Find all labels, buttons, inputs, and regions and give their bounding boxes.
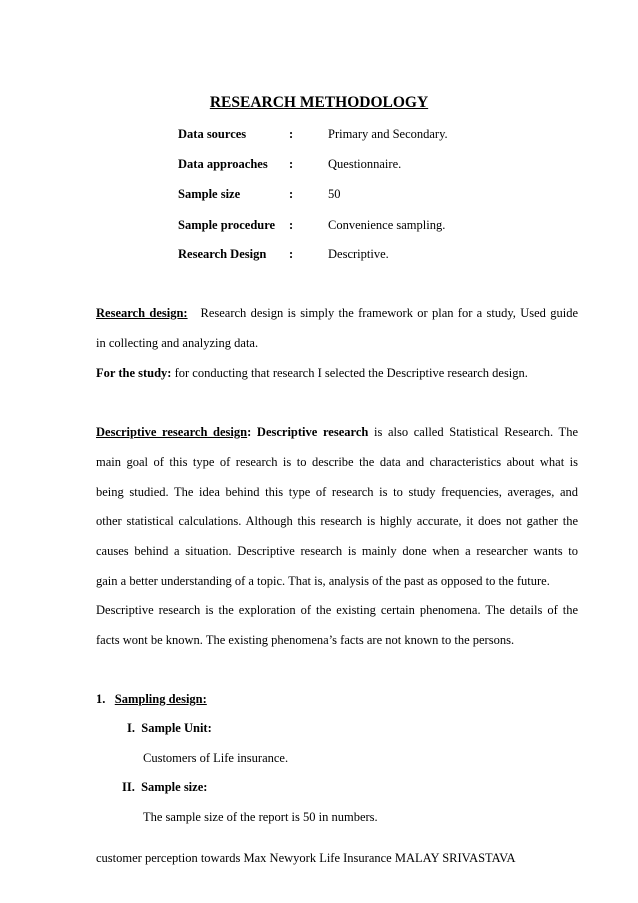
descriptive-colon: : xyxy=(247,425,252,439)
summary-value: Primary and Secondary. xyxy=(328,127,448,141)
research-design-paragraph-line xyxy=(96,306,578,321)
summary-colon: : xyxy=(289,187,294,201)
for-study-line xyxy=(96,366,578,381)
sample-size-text: The sample size of the report is 50 in numbers. xyxy=(143,810,378,824)
descriptive-paragraph-line: main goal of this type of research is to describe the data and characteristics about what is xyxy=(96,455,578,469)
descriptive-label: Descriptive research design xyxy=(96,425,248,439)
summary-value: Descriptive. xyxy=(328,247,389,261)
summary-colon: : xyxy=(289,247,294,261)
summary-key: Data approaches xyxy=(178,157,268,171)
for-study-text: for conducting that research I selected the Descriptive research design. xyxy=(174,366,528,380)
sample-unit-heading xyxy=(127,721,212,736)
summary-key: Sample size xyxy=(178,187,241,201)
sample-unit-text: Customers of Life insurance. xyxy=(143,751,289,765)
research-design-paragraph-line: in collecting and analyzing data. xyxy=(96,336,259,350)
sample-size-numeral: II. xyxy=(122,780,135,794)
sample-unit-numeral: I. xyxy=(127,721,135,735)
summary-colon: : xyxy=(289,218,294,232)
descriptive-paragraph-line: gain a better understanding of a topic. That is, analysis of the past as opposed to the future. xyxy=(96,574,550,588)
summary-value: Convenience sampling. xyxy=(328,218,446,232)
sample-size-label: Sample size: xyxy=(141,780,208,794)
summary-value: Questionnaire. xyxy=(328,157,402,171)
sampling-number: 1. xyxy=(96,692,106,706)
page-footer: customer perception towards Max Newyork Life Insurance MALAY SRIVASTAVA xyxy=(96,851,516,865)
summary-key: Sample procedure xyxy=(178,218,276,232)
descriptive-paragraph-line: Descriptive research is the exploration of the existing certain phenomena. The details of the xyxy=(96,603,578,617)
page-title: RESEARCH METHODOLOGY xyxy=(209,94,429,111)
sampling-heading-text: Sampling design: xyxy=(114,692,207,706)
sample-size-heading xyxy=(122,780,207,795)
for-study-label: For the study: xyxy=(96,366,172,380)
descriptive-paragraph-line: facts wont be known. The existing phenomena’s facts are not known to the persons. xyxy=(96,633,515,647)
descriptive-paragraph-line xyxy=(96,425,578,440)
research-design-text: Research design is simply the framework or plan for a study, Used guide xyxy=(200,306,579,320)
descriptive-paragraph-line: other statistical calculations. Although this research is highly accurate, it does not gather the xyxy=(96,514,578,528)
summary-colon: : xyxy=(289,127,294,141)
summary-key: Data sources xyxy=(178,127,247,141)
descriptive-term: Descriptive research xyxy=(256,425,369,439)
summary-key: Research Design xyxy=(178,247,267,261)
sample-unit-label: Sample Unit: xyxy=(141,721,212,735)
summary-value: 50 xyxy=(328,187,341,201)
summary-colon: : xyxy=(289,157,294,171)
descriptive-paragraph-line: being studied. The idea behind this type of research is to study frequencies, averages, and xyxy=(96,485,578,499)
sampling-heading xyxy=(96,692,578,707)
descriptive-paragraph-line: causes behind a situation. Descriptive research is mainly done when a researcher wants to xyxy=(96,544,578,558)
research-design-label: Research design: xyxy=(96,306,188,320)
descriptive-text: is also called Statistical Research. The xyxy=(373,425,578,439)
